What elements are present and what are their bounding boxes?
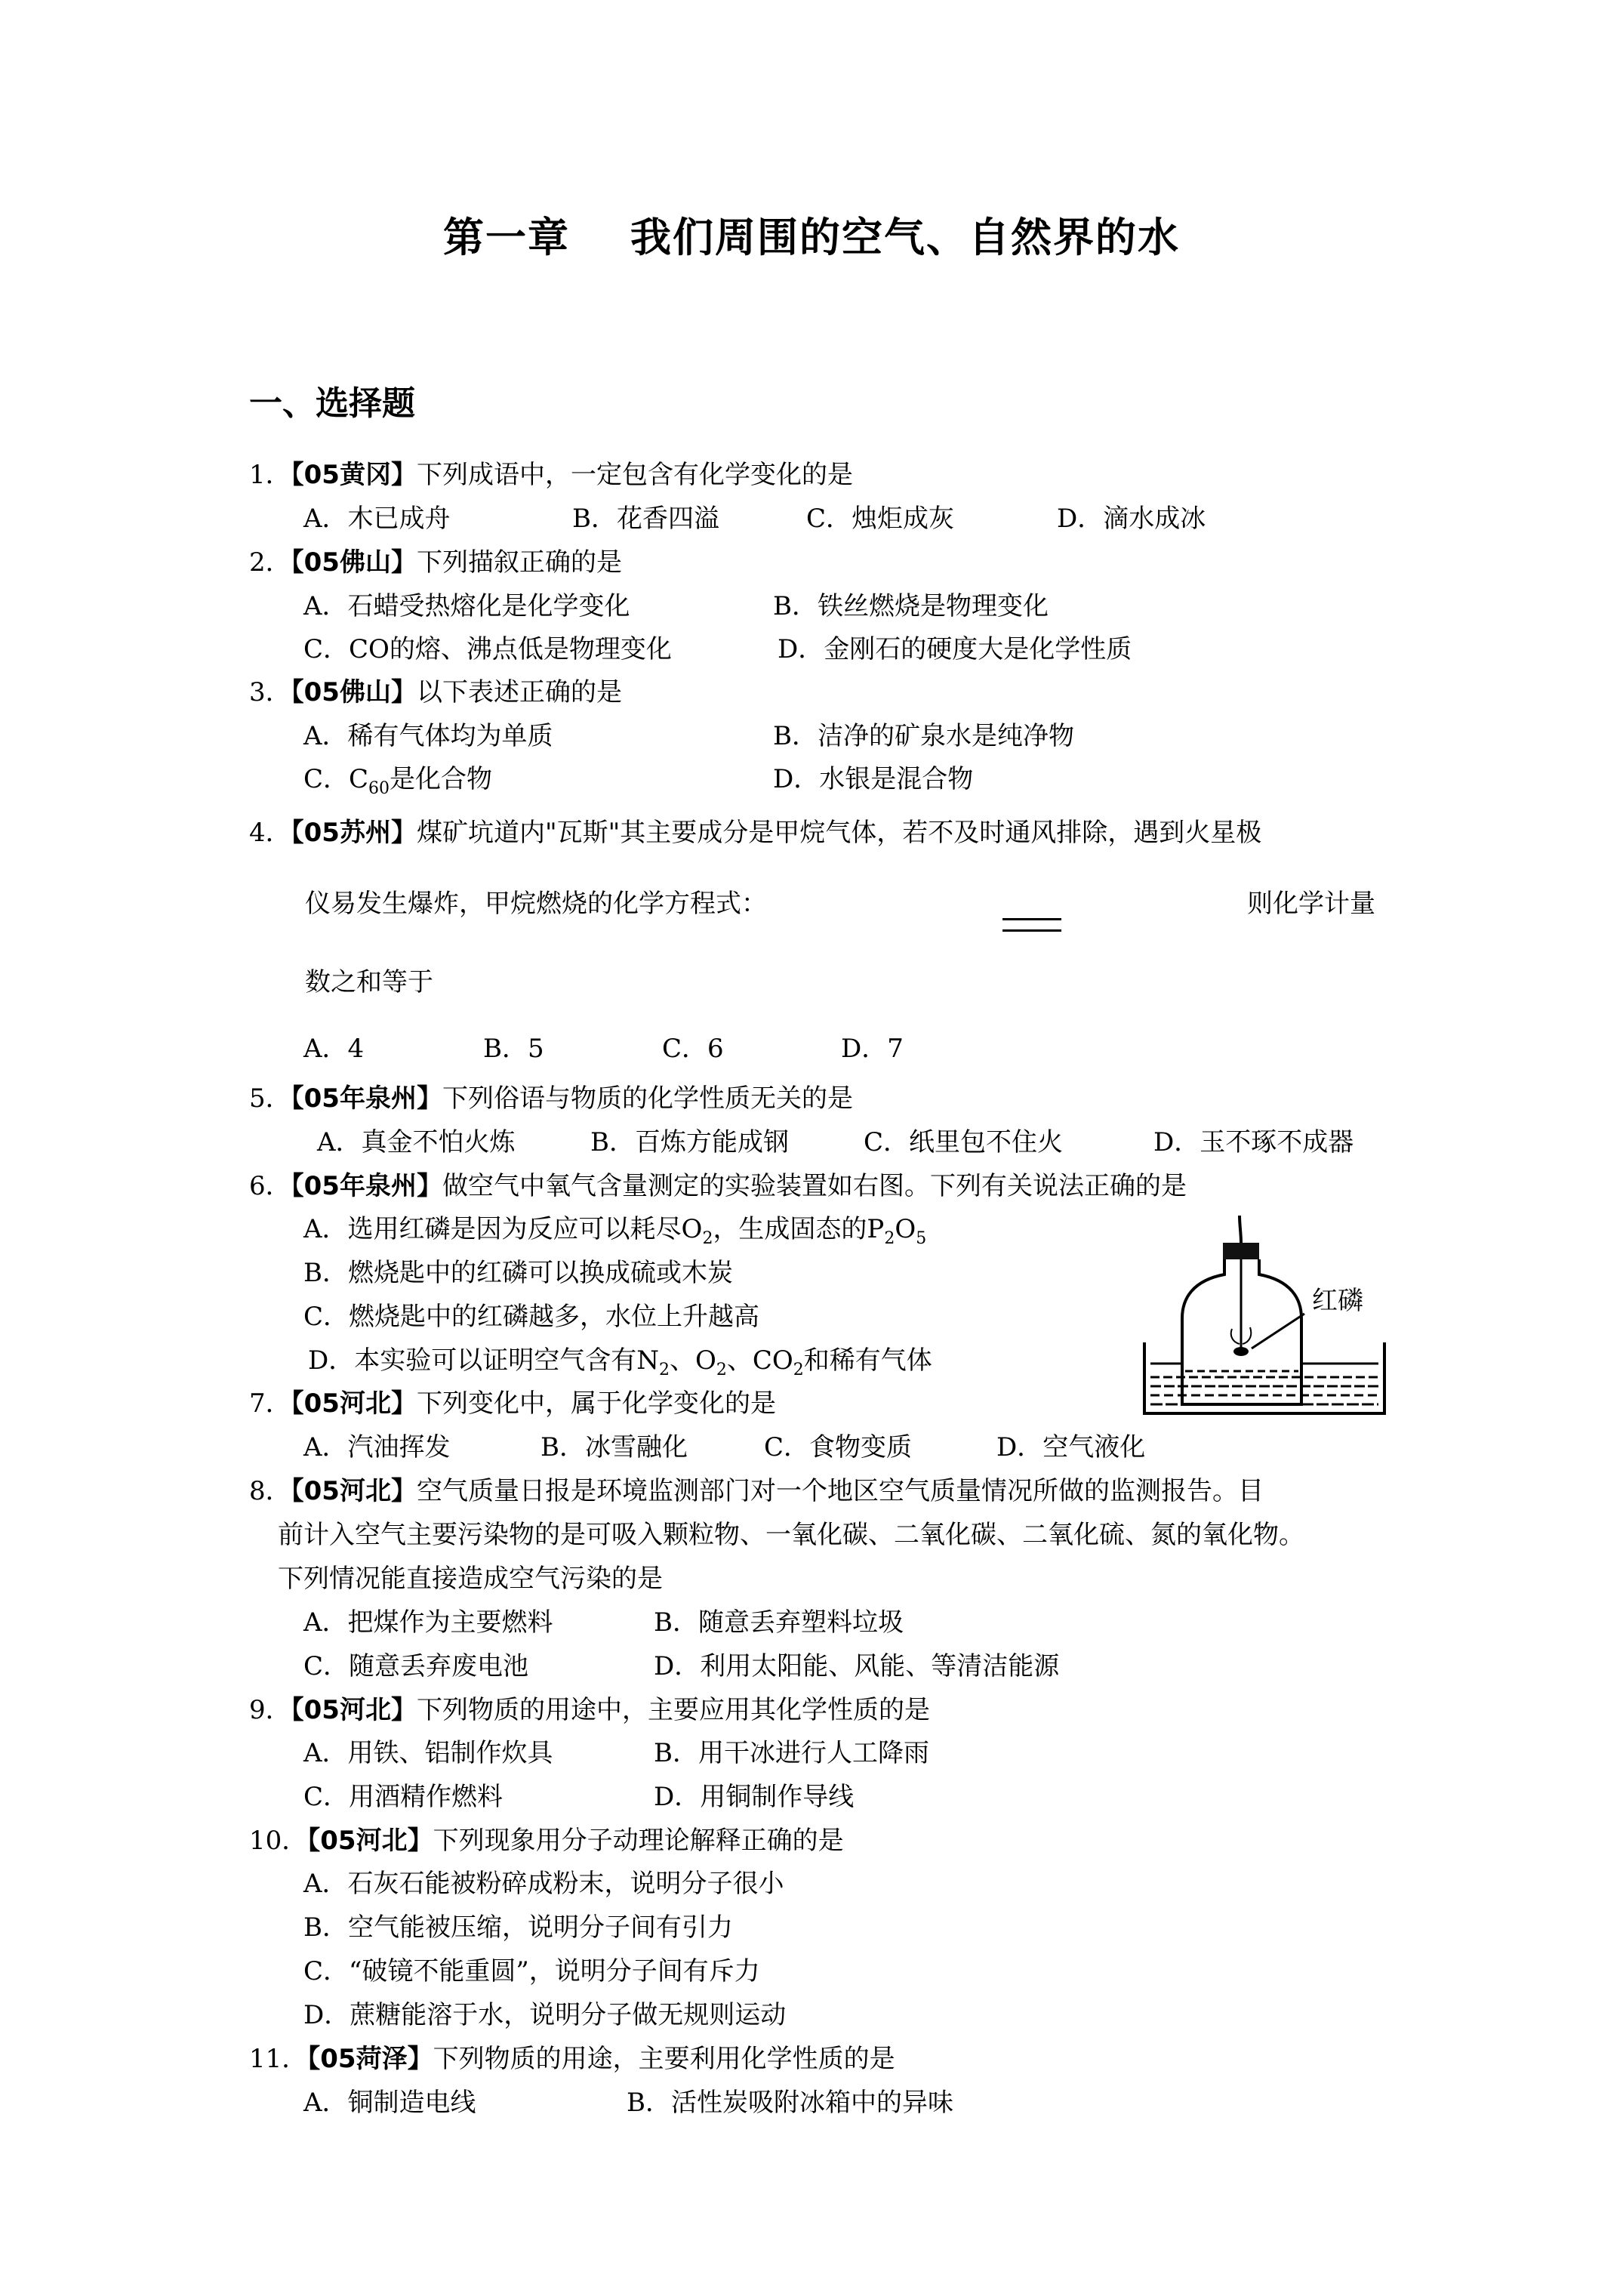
q7-option-d: D．空气液化	[996, 1432, 1146, 1462]
q6-option-d: D．本实验可以证明空气含有$N_2$、$O_2$、$CO_2$和稀有气体	[308, 1345, 932, 1379]
q3-number: 3．	[249, 677, 291, 707]
q3-option-d: D．水银是混合物	[773, 764, 974, 794]
q2-option-b: B．铁丝燃烧是物理变化	[773, 591, 1049, 621]
q1-text: 下列成语中，一定包含有化学变化的是	[416, 460, 853, 490]
q4-text-line3: 数之和等于	[305, 967, 433, 997]
q10-option-b: B．空气能被压缩，说明分子间有引力	[303, 1912, 733, 1943]
figure-label-red-phosphorus: 红磷	[1312, 1286, 1363, 1316]
q11-option-a: A．铜制造电线	[303, 2088, 476, 2118]
q1-option-c: C．烛炬成灰	[806, 504, 955, 534]
q8-text: 空气质量日报是环境监测部门对一个地区空气质量情况所做的监测报告。目	[416, 1476, 1264, 1506]
q2-text: 下列描叙正确的是	[416, 547, 622, 578]
q8-option-b: B．随意丢弃塑料垃圾	[654, 1607, 904, 1638]
q3-option-b: B．洁净的矿泉水是纯净物	[773, 721, 1074, 751]
q6-text: 做空气中氧气含量测定的实验装置如右图。下列有关说法正确的是	[442, 1171, 1187, 1201]
q11-number: 11．	[249, 2044, 308, 2074]
q7-source: 【05河北】	[291, 1388, 417, 1419]
question-5	[249, 1083, 853, 1114]
q8-number: 8．	[249, 1476, 291, 1506]
q4-text-line2-end: 则化学计量	[1247, 889, 1375, 919]
q6-option-c: C．燃烧匙中的红磷越多，水位上升越高	[303, 1302, 760, 1332]
q4-text-line2: 仪易发生爆炸，甲烷燃烧的化学方程式：	[305, 889, 767, 919]
q2-source: 【05佛山】	[291, 547, 417, 578]
question-2	[249, 547, 622, 578]
q4-option-a: A．4	[303, 1034, 365, 1064]
q9-source: 【05河北】	[291, 1695, 417, 1725]
q5-source: 【05年泉州】	[291, 1083, 442, 1114]
q9-option-a: A．用铁、铝制作炊具	[303, 1738, 553, 1768]
q5-text: 下列俗语与物质的化学性质无关的是	[442, 1083, 853, 1114]
q1-number: 1．	[249, 460, 291, 490]
q4-option-c: C．6	[662, 1034, 724, 1064]
q10-number: 10．	[249, 1826, 308, 1856]
q4-text: 煤矿坑道内"瓦斯"其主要成分是甲烷气体，若不及时通风排除，遇到火星极	[416, 818, 1262, 848]
q9-number: 9．	[249, 1695, 291, 1725]
question-4	[249, 820, 1261, 846]
q2-option-d: D．金刚石的硬度大是化学性质	[778, 634, 1132, 664]
q2-option-c: C．CO的熔、沸点低是物理变化	[303, 634, 672, 664]
q9-text: 下列物质的用途中，主要应用其化学性质的是	[416, 1695, 930, 1725]
q10-text: 下列现象用分子动理论解释正确的是	[433, 1826, 844, 1856]
question-8	[249, 1478, 1264, 1504]
page-title	[0, 205, 1623, 264]
q10-option-d: D．蔗糖能溶于水，说明分子做无规则运动	[303, 2000, 787, 2030]
q5-option-a: A．真金不怕火炼	[317, 1127, 516, 1157]
q2-option-a: A．石蜡受热熔化是化学变化	[303, 591, 630, 621]
q7-option-a: A．汽油挥发	[303, 1432, 451, 1462]
section-heading: 一、选择题	[249, 384, 415, 423]
q5-option-c: C．纸里包不住火	[864, 1127, 1064, 1157]
experiment-apparatus-figure	[1140, 1216, 1389, 1419]
q3-option-a: A．稀有气体均为单质	[303, 721, 553, 751]
q6-option-b: B．燃烧匙中的红磷可以换成硫或木炭	[303, 1258, 733, 1288]
q10-source: 【05河北】	[307, 1826, 433, 1856]
q8-option-d: D．利用太阳能、风能、等清洁能源	[654, 1651, 1060, 1681]
q5-option-b: B．百炼方能成钢	[590, 1127, 789, 1157]
equation-equals-sign	[1002, 918, 1061, 932]
question-10	[249, 1828, 844, 1854]
question-7	[249, 1388, 776, 1419]
q8-source: 【05河北】	[291, 1476, 417, 1506]
q8-option-a: A．把煤作为主要燃料	[303, 1607, 553, 1638]
q11-text: 下列物质的用途，主要利用化学性质的是	[433, 2044, 895, 2074]
q6-number: 6．	[249, 1171, 291, 1201]
question-6	[249, 1173, 1187, 1199]
q1-option-d: D．滴水成冰	[1057, 504, 1206, 534]
q7-option-c: C．食物变质	[764, 1432, 913, 1462]
q3-source: 【05佛山】	[291, 677, 417, 707]
q4-number: 4．	[249, 818, 291, 848]
q11-source: 【05菏泽】	[307, 2044, 433, 2074]
q4-option-d: D．7	[841, 1034, 904, 1064]
chapter-name: 我们周围的空气、自然界的水	[630, 214, 1180, 261]
q4-source: 【05苏州】	[291, 818, 417, 848]
q7-option-b: B．冰雪融化	[540, 1432, 688, 1462]
q9-option-b: B．用干冰进行人工降雨	[654, 1738, 929, 1768]
q7-text: 下列变化中，属于化学变化的是	[416, 1388, 776, 1419]
question-3	[249, 677, 622, 707]
question-1	[249, 462, 853, 488]
q6-option-a: A．选用红磷是因为反应可以耗尽$O_2$，生成固态的$P_2O_5$	[303, 1214, 927, 1248]
q10-option-c: C．“破镜不能重圆”，说明分子间有斥力	[303, 1956, 760, 1986]
q5-number: 5．	[249, 1083, 291, 1114]
q9-option-c: C．用酒精作燃料	[303, 1782, 504, 1812]
q10-option-a: A．石灰石能被粉碎成粉末，说明分子很小	[303, 1869, 784, 1899]
q1-source: 【05黄冈】	[291, 460, 417, 490]
q8-text-line3: 下列情况能直接造成空气污染的是	[278, 1564, 663, 1594]
question-11	[249, 2046, 895, 2072]
q3-option-c: C．$C_{60}$是化合物	[303, 764, 493, 798]
q5-option-d: D．玉不琢不成器	[1153, 1127, 1354, 1157]
chapter-number: 第一章	[443, 214, 570, 261]
q4-option-b: B．5	[483, 1034, 544, 1064]
q7-number: 7．	[249, 1388, 291, 1419]
q2-number: 2．	[249, 547, 291, 578]
question-9	[249, 1697, 930, 1723]
q8-text-line2: 前计入空气主要污染物的是可吸入颗粒物、一氧化碳、二氧化碳、二氧化硫、氮的氧化物。	[278, 1520, 1304, 1550]
q1-option-a: A．木已成舟	[303, 504, 451, 534]
q9-option-d: D．用铜制作导线	[654, 1782, 855, 1812]
q6-source: 【05年泉州】	[291, 1171, 442, 1201]
q11-option-b: B．活性炭吸附冰箱中的异味	[627, 2088, 953, 2118]
q1-option-b: B．花香四溢	[572, 504, 719, 534]
q8-option-c: C．随意丢弃废电池	[303, 1651, 529, 1681]
q3-text: 以下表述正确的是	[416, 677, 622, 707]
